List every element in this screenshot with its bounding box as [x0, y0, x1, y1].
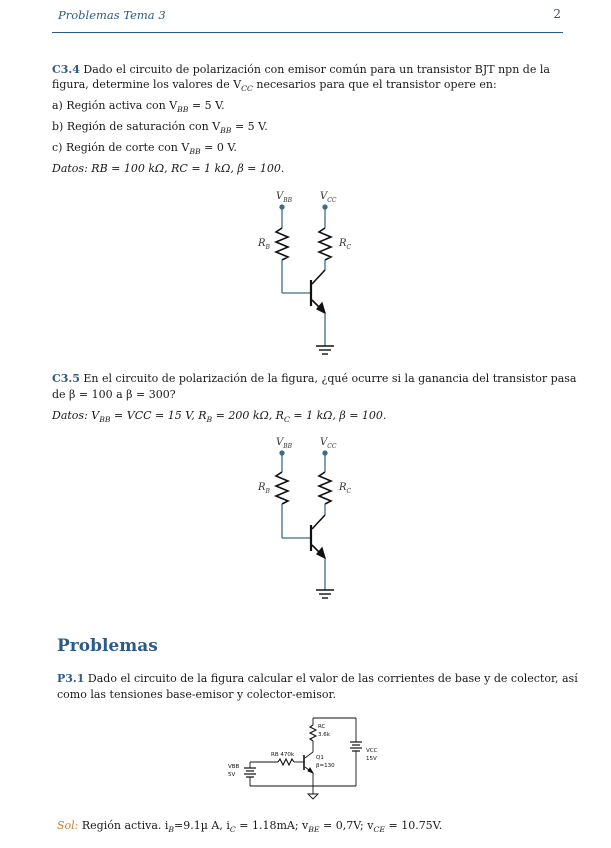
c35-datos: Datos: $V_{BB}$ = VCC = 15 V, $R_B = 200$ kΩ, $R_C = 1$ kΩ, β = 100. [52, 409, 387, 425]
c35-circuit-diagram [276, 451, 334, 598]
vcc-terminal [323, 205, 327, 209]
c34-labels [257, 191, 352, 251]
vbb-terminal [280, 451, 284, 455]
p31-code: P3.1 [57, 672, 85, 685]
c35-code: C3.5 [52, 372, 80, 385]
c34-rb-label: $R_B$ [258, 238, 270, 251]
c35-line1: C3.5 En el circuito de polarización de la figura, ¿qué ocurre si la ganancia del transistor pasa [52, 372, 577, 385]
vcc-terminal [323, 451, 327, 455]
c34-line2: figura, determine los valores de $V_{CC}$ necesarios para que el transistor opere en: [52, 78, 497, 94]
c35-labels [257, 437, 352, 495]
c35-rb-label: $R_B$ [258, 482, 270, 495]
p31-vcc-value: 15V [366, 756, 377, 762]
c34-item-a: a) Región activa con $V_{BB} = 5$ V. [52, 99, 225, 115]
emitter-arrow [308, 768, 313, 773]
rb-resistor [278, 759, 294, 765]
emitter-arrow [317, 548, 325, 558]
c34-vbb-label: $V_{BB}$ [276, 191, 293, 204]
rb-resistor [276, 472, 288, 504]
c34-datos: Datos: RB = 100 kΩ, RC = 1 kΩ, β = 100. [52, 162, 285, 175]
c34-vcc-label: $V_{CC}$ [320, 191, 337, 204]
p31-line1: P3.1 Dado el circuito de la figura calcular el valor de las corrientes de base y de colector, así [57, 672, 578, 685]
ground-symbol [308, 794, 318, 799]
c34-code: C3.4 [52, 63, 80, 76]
emitter-arrow [317, 303, 325, 313]
c35-line2: de β = 100 a β = 300? [52, 388, 176, 401]
rc-resistor [319, 472, 331, 504]
section-title-problemas: Problemas [57, 636, 158, 656]
p31-q-label: Q1 [316, 755, 324, 761]
p31-vcc-label: VCC [366, 748, 378, 754]
c34-item-c: c) Región de corte con $V_{BB} = 0$ V. [52, 141, 237, 157]
c35-rc-label: $R_C$ [339, 482, 352, 495]
p31-line2: como las tensiones base-emisor y colector-emisor. [57, 688, 337, 701]
p31-beta-label: β=130 [316, 763, 335, 769]
p31-vbb-label: VBB [228, 764, 240, 770]
page-number: 2 [553, 7, 561, 21]
vbb-terminal [280, 205, 284, 209]
c34-circuit-diagram [276, 205, 334, 354]
solution-label: Sol: [57, 819, 79, 832]
p31-rc-label: RC [318, 724, 326, 730]
rc-resistor [319, 228, 331, 260]
c35-vbb-label: $V_{BB}$ [276, 437, 293, 450]
c34-item-b: b) Región de saturación con $V_{BB} = 5$ V. [52, 120, 268, 136]
c35-vcc-label: $V_{CC}$ [320, 437, 337, 450]
c34-line1: C3.4 Dado el circuito de polarización con emisor común para un transistor BJT npn de la [52, 63, 550, 76]
p31-solution: Sol: Región activa. $i_B=9.1\mu$ A, $i_C = 1.18mA$; $v_{BE} = 0,7V$; $v_{CE} = 10.75V$. [57, 819, 443, 835]
rc-resistor [310, 725, 316, 741]
p31-vbb-value: 5V [228, 772, 236, 778]
running-header-title: Problemas Tema 3 [58, 8, 166, 22]
p31-rb-label: RB 470k [271, 752, 295, 758]
rb-resistor [276, 228, 288, 260]
p31-circuit-diagram [244, 718, 362, 799]
p31-rc-value: 3.6k [318, 732, 330, 738]
c34-rc-label: $R_C$ [339, 238, 352, 251]
